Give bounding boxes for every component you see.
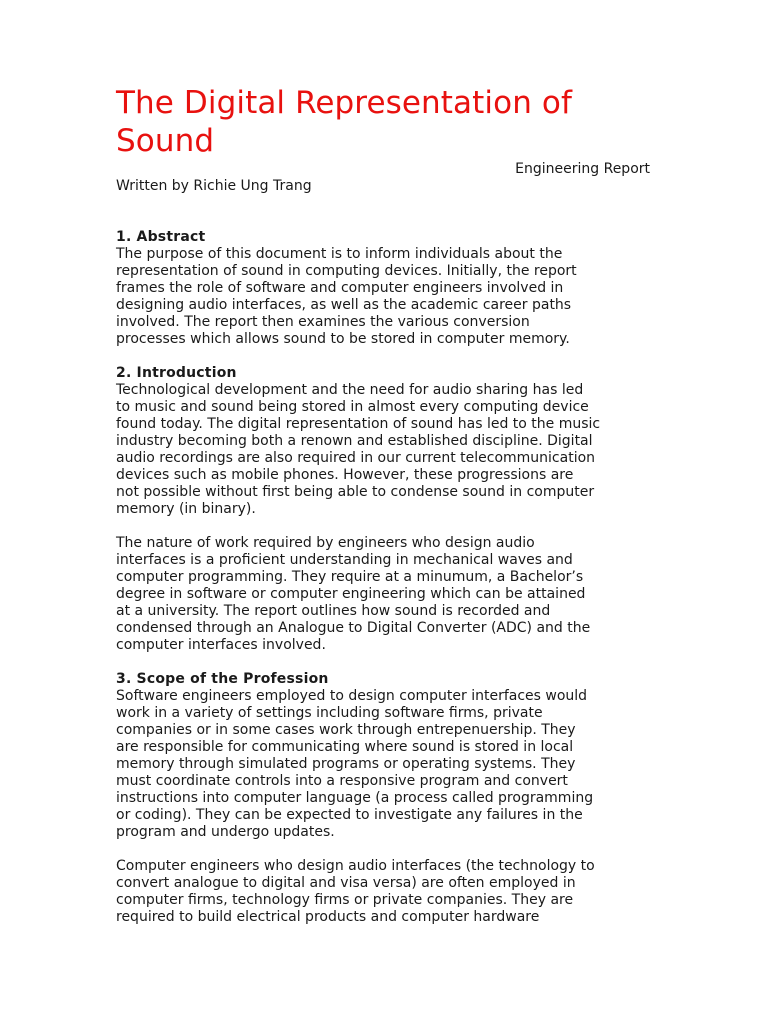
section-introduction xyxy=(116,365,656,654)
section-heading: 3. Scope of the Profession xyxy=(116,671,329,687)
paragraph: Technological development and the need for audio sharing has led to music and sound being stored in almost every computing device found today. The digital representation of sound has led to the music industry becoming both a renown and established discipline. Digital audio recordings are also required in our current telecommunication devices such as mobile phones. However, these progressions are not possible without first being able to condense sound in computer memory (in binary). xyxy=(116,382,601,517)
author-line: Written by Richie Ung Trang xyxy=(116,178,312,194)
paragraph: The nature of work required by engineers who design audio interfaces is a proficient understanding in mechanical waves and computer programming. They require at a minumum, a Bachelor’s degree in software or computer engineering which can be attained at a university. The report outlines how sound is recorded and condensed through an Analogue to Digital Converter (ADC) and the computer interfaces involved. xyxy=(116,535,591,653)
paragraph: The purpose of this document is to inform individuals about the representation of sound in computing devices. Initially, the report frames the role of software and computer engineers involved in designing audio interfaces, as well as the academic career paths involved. The report then examines the various conversion processes which allows sound to be stored in computer memory. xyxy=(116,246,577,347)
document-page xyxy=(116,84,656,926)
report-type: Engineering Report xyxy=(515,161,650,177)
paragraph: Computer engineers who design audio interfaces (the technology to convert analogue to digital and visa versa) are often employed in computer firms, technology firms or private companies. They are required to build electrical products and computer hardware xyxy=(116,858,595,925)
section-abstract xyxy=(116,229,656,348)
document-title: The Digital Representation of Sound xyxy=(116,85,572,159)
section-heading: 2. Introduction xyxy=(116,365,237,381)
section-heading: 1. Abstract xyxy=(116,229,206,245)
section-scope xyxy=(116,671,656,926)
paragraph: Software engineers employed to design computer interfaces would work in a variety of settings including software firms, private companies or in some cases work through entrepenuership. They are responsible for communicating where sound is stored in local memory through simulated programs or operating systems. They must coordinate controls into a responsive program and convert instructions into computer language (a process called programming or coding). They can be expected to investigate any failures in the program and undergo updates. xyxy=(116,688,594,840)
